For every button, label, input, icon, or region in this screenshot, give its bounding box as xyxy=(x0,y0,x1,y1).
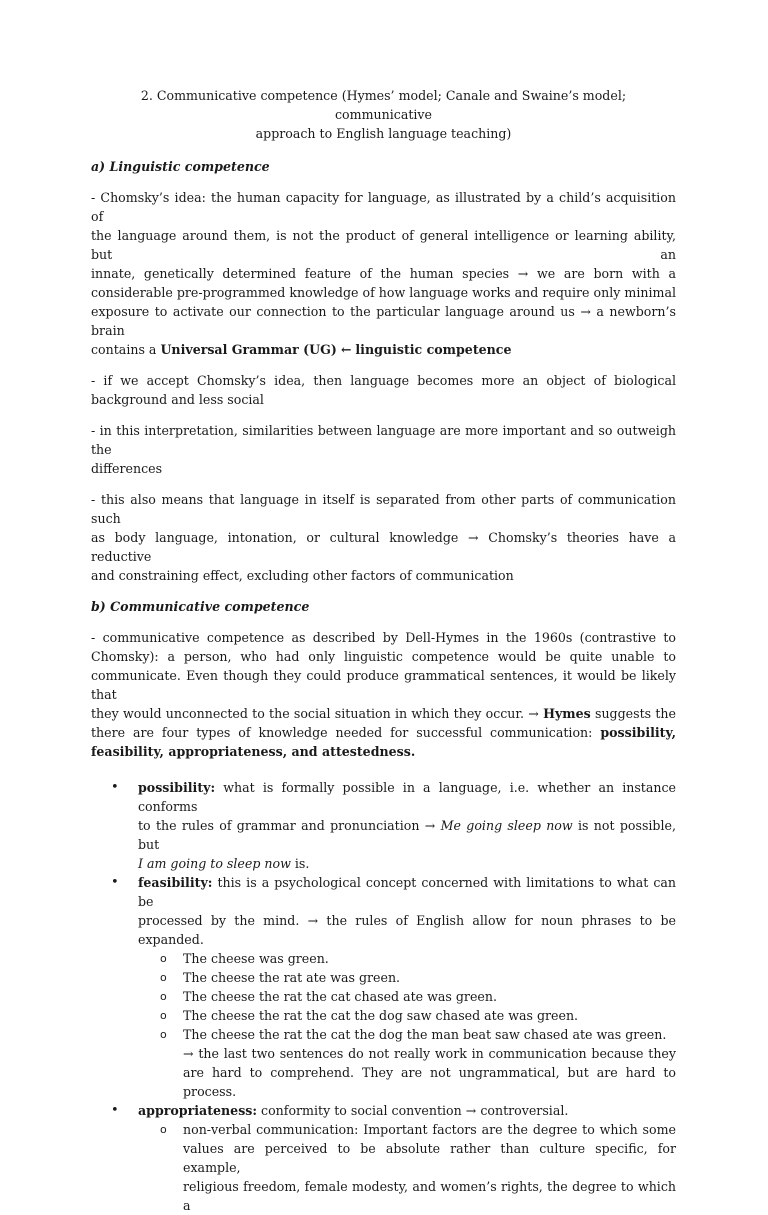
feasibility-note: → the last two sentences do not really work in communication because they are hard to comprehend. They are not ungrammatical, but are hard to process. xyxy=(183,1046,676,1099)
example-sentence: o The cheese the rat ate was green. xyxy=(138,968,676,987)
list-item-nonverbal: o non-verbal communication: Important factors are the degree to which some values are perceived to be absolute rather than culture specific, for example, religious freedom, female modesty, and women’s rights, the degree to which a xyxy=(138,1120,676,1215)
right-arrow-icon: → xyxy=(183,1046,194,1061)
feasibility-examples xyxy=(138,949,676,1044)
right-arrow-icon: → xyxy=(424,818,436,833)
paragraph-chomsky-idea: - Chomsky’s idea: the human capacity for language, as illustrated by a child’s acquisition of the language around them, is not the product of general intelligence or learning ability, but an innate, genetically determined feature of the human species → we are born with a considerable pre-programmed knowledge of how language works and require only minimal exposure to activate our connection to the particular language around us → a newborn’s brain contains a Universal Grammar (UG) ← linguistic competence xyxy=(91,190,676,357)
right-arrow-icon: → xyxy=(517,266,529,281)
example-sentence: o The cheese was green. xyxy=(138,949,676,968)
example-sentence: o The cheese the rat the cat chased ate was green. xyxy=(138,987,676,1006)
paragraph-separation: - this also means that language in itself is separated from other parts of communication such as body language, intonation, or cultural knowledge → Chomsky’s theories have a reductive and constraining effect, excluding other factors of communication xyxy=(91,492,676,583)
list-item-appropriateness: • appropriateness: conformity to social convention → controversial. o non-verbal communication: Important factors are the degree to which some values are perceived to be absolute rather than culture specific, for example, religious freedom, female modesty, and women’s rights, the degree to which a xyxy=(91,1101,676,1215)
example-sentence: o The cheese the rat the cat the dog saw chased ate was green. xyxy=(138,1006,676,1025)
right-arrow-icon: → xyxy=(528,706,539,721)
section-heading-communicative: b) Communicative competence xyxy=(91,599,310,614)
page-title: 2. Communicative competence (Hymes’ model; Canale and Swaine’s model; communicative approach to English language teaching) xyxy=(140,88,627,141)
appropriateness-subitems xyxy=(138,1120,676,1215)
paragraph-similarities: - in this interpretation, similarities between language are more important and so outweigh the differences xyxy=(91,423,676,476)
list-item-possibility: • possibility: what is formally possible in a language, i.e. whether an instance conforms to the rules of grammar and pronunciation → Me going sleep now is not possible, but I am going to sleep now is. xyxy=(91,778,676,873)
right-arrow-icon: → xyxy=(465,1103,477,1118)
right-arrow-icon: → xyxy=(468,530,479,545)
right-arrow-icon: → xyxy=(580,304,591,319)
paragraph-biological: - if we accept Chomsky’s idea, then language becomes more an object of biological background and less social xyxy=(91,373,676,407)
knowledge-types-list xyxy=(91,778,676,1215)
right-arrow-icon: → xyxy=(307,913,319,928)
left-arrow-icon: ← xyxy=(340,342,352,357)
document-body xyxy=(91,86,676,1215)
example-sentence: o The cheese the rat the cat the dog the man beat saw chased ate was green. xyxy=(138,1025,676,1044)
section-heading-linguistic: a) Linguistic competence xyxy=(91,159,270,174)
list-item-feasibility: • feasibility: this is a psychological concept concerned with limitations to what can be processed by the mind. → the rules of English allow for noun phrases to be expanded. o The cheese was green. o The cheese the rat ate was green. o The cheese the rat the cat chased ate was green. o The cheese the rat the cat the dog saw chased ate was green. o The cheese the rat the cat the dog the man beat saw chased ate was green. → the last two sentences do not really work in communication because they are hard to comprehend. They are not ungrammatical, but are hard to process. xyxy=(91,873,676,1101)
paragraph-hymes: - communicative competence as described by Dell-Hymes in the 1960s (contrastive to Chomsky): a person, who had only linguistic competence would be quite unable to communicate. Even though they could produce grammatical sentences, it would be likely that they would unconnected to the social situation in which they occur. → Hymes suggests the there are four types of knowledge needed for successful communication: possibility, feasibility, appropriateness, and attestedness. xyxy=(91,630,676,759)
